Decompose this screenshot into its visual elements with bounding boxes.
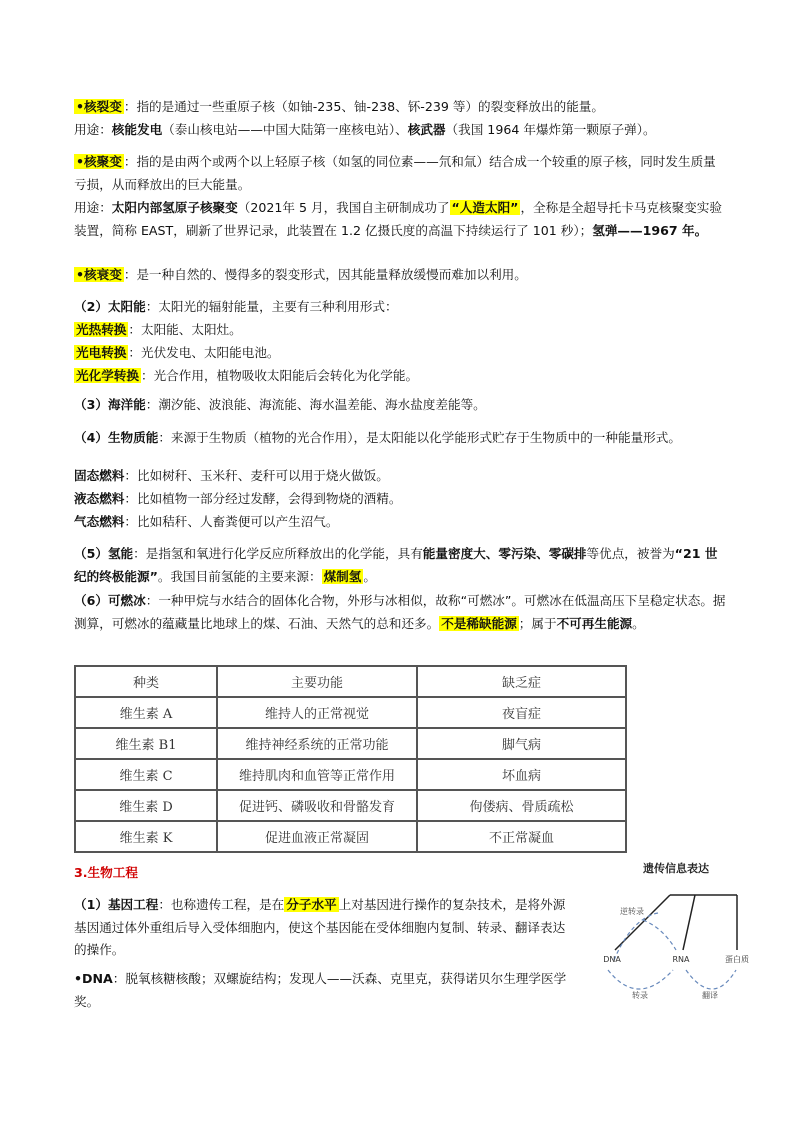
table-row [75,759,626,790]
table-row [75,821,626,852]
use-label: 用途： [74,122,112,137]
hydrogen-advantages: 能量密度大、零污染、零碳排 [422,546,587,561]
bio-item-text: ：比如树秆、玉米秆、麦秆可以用于烧火做饭。 [124,468,389,483]
gene-heading: 基因工程 [107,897,159,912]
table-cell: 维生素 C [75,759,217,790]
bio-item-label: 液态燃料 [74,491,125,506]
fission-use [74,119,728,142]
bio-item-text: ：比如植物一部分经过发酵，会得到物烧的酒精。 [124,491,402,506]
bio-item [74,488,728,511]
translation-label: 翻译 [702,991,718,1000]
hydrogen-desc4: 。 [363,568,376,584]
section-title: 3.生物工程 [74,865,138,880]
solar-item-text: ：光伏发电、太阳能电池。 [128,345,280,360]
ice-desc3: 。 [632,615,645,631]
solar-item [74,365,728,388]
fission-use-weapon: 核武器 [407,122,446,137]
bio-item-label: 气态燃料 [74,514,125,529]
hydrogen-bomb: 氢弹——1967 年。 [592,222,708,238]
table-cell: 不正常凝血 [417,821,626,852]
dna-label: •DNA [74,971,113,986]
fusion-desc: ：指的是由两个或两个以上轻原子核（如氢的同位素——氘和氚）结合成一个较重的原子核，同时发生质量亏损，从而释放出的巨大能量。 [74,154,716,192]
table-cell: 维持神经系统的正常功能 [217,728,417,759]
bio-paragraph [74,427,728,450]
transcription-arrow [608,970,673,989]
solar-desc: ：太阳光的辐射能量，主要有三种利用形式： [145,299,398,314]
table-cell: 维生素 A [75,697,217,728]
bio-heading: 生物质能 [107,430,159,445]
hydrogen-paragraph [74,543,728,588]
ocean-paragraph [74,394,728,417]
gene-num: （1） [74,897,108,912]
decay-paragraph [74,264,728,287]
table-header: 种类 [75,666,217,697]
coal-hydrogen-highlight: 煤制氢 [323,568,362,584]
table-cell: 脚气病 [417,728,626,759]
bio-item [74,465,728,488]
ice-heading: 可燃冰 [107,593,146,608]
table-cell: 维持肌肉和血管等正常作用 [217,759,417,790]
rna-node: RNA [672,955,690,964]
solar-item-label: 光电转换 [76,345,127,360]
hydrogen-desc: ：是指氢和氧进行化学反应所释放出的化学能，具有 [133,546,423,561]
solar-item [74,342,728,365]
molecular-level-highlight: 分子水平 [286,897,337,912]
table-row [75,790,626,821]
fusion-use-note: （2021年 5 月，我国自主研制成功了 [237,200,450,215]
gene-paragraph [74,894,574,962]
dna-paragraph [74,968,574,1013]
ice-desc2: ；属于 [518,615,557,631]
table-cell: 佝偻病、骨质疏松 [417,790,626,821]
fission-desc: ：指的是通过一些重原子核（如铀-235、铀-238、钚-239 等）的裂变释放出的能量。 [123,99,604,114]
table-cell: 夜盲症 [417,697,626,728]
ice-paragraph [74,590,728,635]
ocean-heading: 海洋能 [107,397,146,412]
bio-desc: ：来源于生物质（植物的光合作用），是太阳能以化学能形式贮存于生物质中的一种能量形式。 [158,430,681,445]
table-cell: 维生素 D [75,790,217,821]
solar-item-text: ：光合作用，植物吸收太阳能后会转化为化学能。 [140,368,419,383]
fission-use-note: （泰山核电站——中国大陆第一座核电站）、 [162,122,408,137]
bio-item-text: ：比如秸秆、人畜粪便可以产生沼气。 [124,514,339,529]
table-header: 缺乏症 [417,666,626,697]
fission-use-power: 核能发电 [111,122,163,137]
diagram-title: 遗传信息表达 [643,862,709,875]
decay-title: •核衰变 [76,267,122,282]
reverse-label: 逆转录 [620,907,644,916]
vitamin-table [74,665,627,853]
solar-heading: 太阳能 [107,299,146,314]
fusion-paragraph [74,151,728,196]
gene-desc: ：也称遗传工程，是在 [158,897,285,912]
table-cell: 促进钙、磷吸收和骨骼发育 [217,790,417,821]
use-label: 用途： [74,200,112,215]
table-cell: 维持人的正常视觉 [217,697,417,728]
non-renewable: 不可再生能源 [556,615,633,631]
hydrogen-desc2: 等优点，被誉为 [586,546,675,561]
fission-paragraph [74,96,728,119]
ocean-desc: ：潮汐能、波浪能、海流能、海水温差能、海水盐度差能等。 [145,397,486,412]
hydrogen-heading: 氢能 [107,546,134,561]
artificial-sun-highlight: “人造太阳” [451,200,519,215]
hydrogen-desc3: 。我国目前氢能的主要来源： [157,568,322,584]
reverse-arrow [614,913,658,960]
table-row [75,728,626,759]
transcription-label: 转录 [632,991,648,1000]
dna-rna-arrow [643,920,676,950]
fission-title: •核裂变 [76,99,122,114]
not-scarce-highlight: 不是稀缺能源 [441,615,517,631]
fission-use-note2: （我国 1964 年爆炸第一颗原子弹）。 [445,122,656,137]
solar-item-label: 光热转换 [76,322,127,337]
fusion-use-sun: 太阳内部氢原子核聚变 [111,200,238,215]
table-header-row [75,666,626,697]
gene-desc2: 上对基因进行操作的复杂技术，是将外源基因通过体外重组后导入受体细胞内，使这个基因能在受体细胞内复制、转录、翻译表达的操作。 [74,897,566,957]
solar-item-label: 光化学转换 [76,368,139,383]
table-header: 主要功能 [217,666,417,697]
tree-branch [683,895,695,950]
hydrogen-num: （5） [74,546,108,561]
bio-item [74,511,728,534]
solar-item [74,319,728,342]
table-row [75,697,626,728]
table-cell: 维生素 B1 [75,728,217,759]
dna-node: DNA [603,955,621,964]
table-cell: 坏血病 [417,759,626,790]
fusion-use [74,197,728,242]
decay-desc: ：是一种自然的、慢得多的裂变形式，因其能量释放缓慢而难加以利用。 [123,267,527,282]
ice-num: （6） [74,593,108,608]
fusion-title: •核聚变 [76,154,122,169]
table-cell: 维生素 K [75,821,217,852]
protein-node: 蛋白质 [725,955,749,964]
table-cell: 促进血液正常凝固 [217,821,417,852]
bio-item-label: 固态燃料 [74,468,125,483]
ocean-num: （3） [74,397,108,412]
bio-num: （4） [74,430,108,445]
solar-paragraph [74,296,728,319]
ice-desc: ：一种甲烷与水结合的固体化合物，外形与冰相似，故称“可燃冰”。可燃冰在低温高压下呈稳定状态。据测算，可燃冰的蕴藏量比地球上的煤、石油、天然气的总和还多。 [74,593,726,631]
hydrogen-praise: “21 世纪的终极能源” [74,546,718,584]
translation-arrow [686,970,736,989]
dna-text: ：脱氧核糖核酸；双螺旋结构；发现人——沃森、克里克，获得诺贝尔生理学医学奖。 [74,971,567,1009]
tree-branch [615,895,670,950]
fusion-use-note2: ，全称是全超导托卡马克核聚变实验装置，简称 EAST，刷新了世界记录，此装置在 1.2 亿摄氏度的高温下持续运行了 101 秒）； [74,200,722,238]
gene-expression-diagram [588,858,758,1008]
solar-item-text: ：太阳能、太阳灶。 [128,322,242,337]
solar-num: （2） [74,299,108,314]
